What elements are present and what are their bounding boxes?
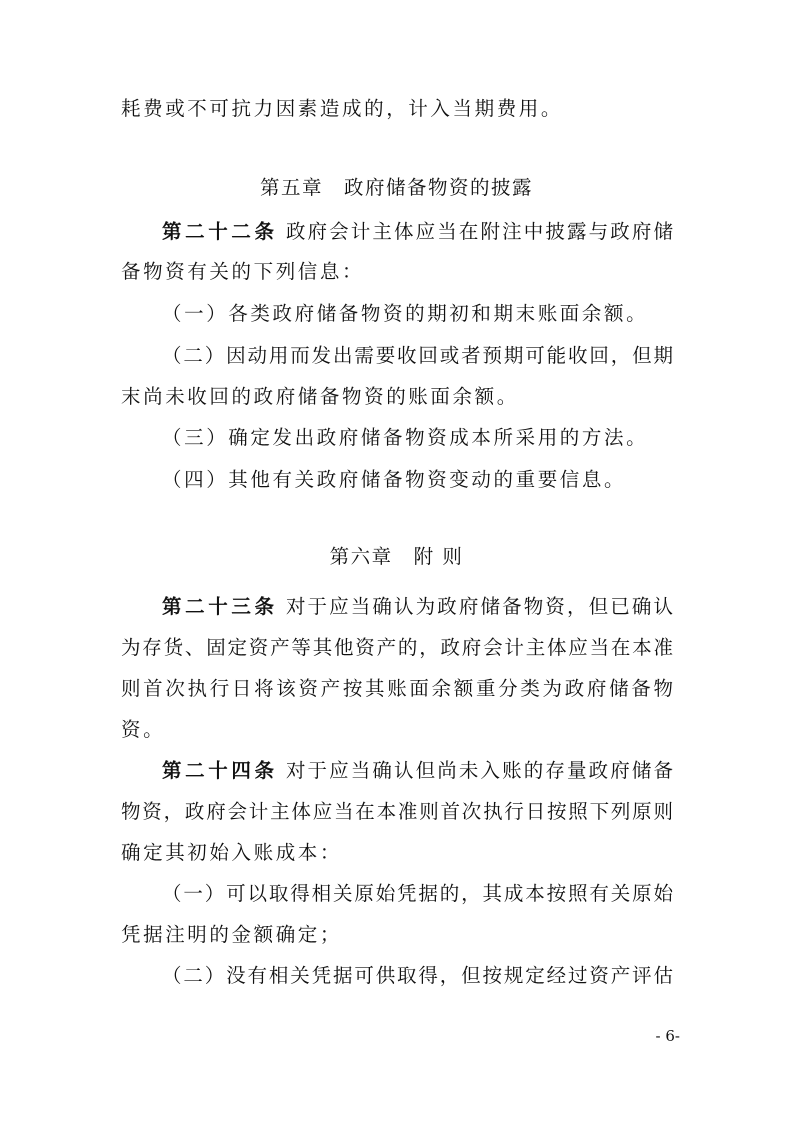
text-line: 确定其初始入账成本： [121, 841, 343, 864]
list-item: （二）没有相关凭据可供取得，但按规定经过资产评估 [162, 964, 673, 987]
text-span: 对于应当确认为政府储备物资，但已确认 [285, 595, 673, 618]
list-item: （一）各类政府储备物资的期初和期末账面余额。 [162, 302, 649, 325]
article-23-label: 第二十三条 [162, 595, 278, 618]
text-line: 资。 [121, 718, 166, 741]
text-line: 末尚未收回的政府储备物资的账面余额。 [121, 385, 519, 408]
text-line: 耗费或不可抗力因素造成的，计入当期费用。 [121, 97, 564, 120]
text-line: 则首次执行日将该资产按其账面余额重分类为政府储备物 [121, 677, 673, 700]
list-item: （二）因动用而发出需要收回或者预期可能收回，但期 [162, 344, 673, 367]
text-line: 物资，政府会计主体应当在本准则首次执行日按照下列原则 [121, 800, 673, 823]
text-line: 备物资有关的下列信息： [121, 260, 365, 283]
list-item: （四）其他有关政府储备物资变动的重要信息。 [162, 468, 627, 491]
text-line: 凭据注明的金额确定； [121, 923, 343, 946]
article-23-first-line [162, 593, 673, 621]
page-number: - 6- [655, 1027, 680, 1045]
text-span: 对于应当确认但尚未入账的存量政府储备 [285, 759, 673, 782]
article-24-first-line [162, 757, 673, 785]
list-item: （一）可以取得相关原始凭据的，其成本按照有关原始 [162, 882, 673, 905]
text-span: 政府会计主体应当在附注中披露与政府储 [285, 220, 673, 243]
list-item: （三）确定发出政府储备物资成本所采用的方法。 [162, 426, 649, 449]
text-line: 为存货、固定资产等其他资产的，政府会计主体应当在本准 [121, 636, 673, 659]
chapter-heading-6: 第六章 附 则 [329, 545, 464, 568]
chapter-heading-5: 第五章 政府储备物资的披露 [259, 176, 533, 199]
article-22-label: 第二十二条 [162, 220, 278, 243]
article-24-label: 第二十四条 [162, 759, 278, 782]
article-22-first-line [162, 218, 673, 246]
